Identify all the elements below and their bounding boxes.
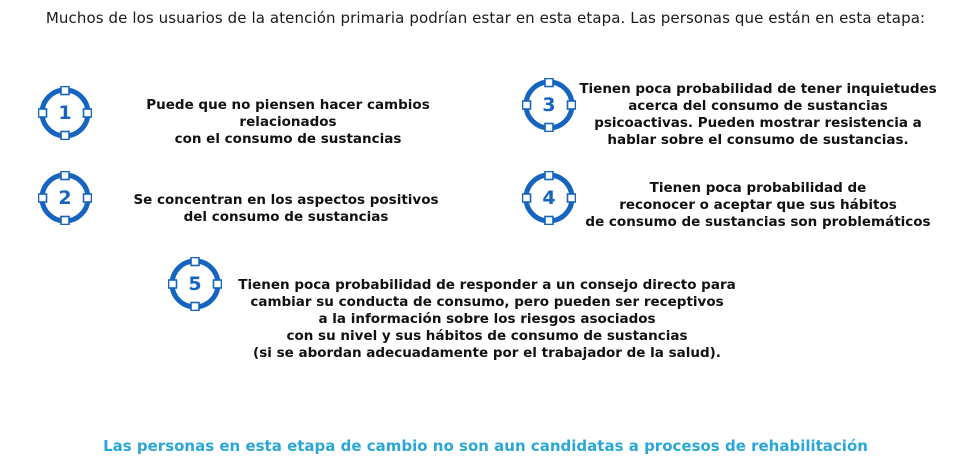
badge-number: 3 [542,94,556,116]
badge-number: 1 [58,102,72,124]
number-badge-icon [522,78,576,132]
number-badge-icon [38,86,92,140]
number-badge-icon [168,257,222,311]
stage-item-text: Tienen poca probabilidad de tener inquietudes acerca del consumo de sustancias psicoactivas. Pueden mostrar resistencia a hablar sobre el consumo de sustancias. [579,81,937,148]
badge-number: 4 [542,187,556,209]
stage-item-text: Tienen poca probabilidad de responder a un consejo directo para cambiar su conducta de consumo, pero pueden ser receptivos a la información sobre los riesgos asociados con su nivel y sus hábitos de consumo de sustancias (si se abordan adecuadamente por el trabajador de la salud). [238,277,736,361]
intro-text: Muchos de los usuarios de la atención primaria podrían estar en esta etapa. Las personas que están en esta etapa: [45,9,926,27]
badge-number: 2 [58,187,72,209]
number-badge-icon [38,171,92,225]
stage-item-text: Puede que no piensen hacer cambios relacionados con el consumo de sustancias [146,97,430,147]
stage-item-text: Se concentran en los aspectos positivos del consumo de sustancias [133,192,439,225]
badge-number: 5 [188,273,202,295]
footer-note: Las personas en esta etapa de cambio no son aun candidatas a procesos de rehabilitación [103,437,868,455]
number-badge-icon [522,171,576,225]
stage-item-text: Tienen poca probabilidad de reconocer o aceptar que sus hábitos de consumo de sustancias son problemáticos [585,180,931,230]
